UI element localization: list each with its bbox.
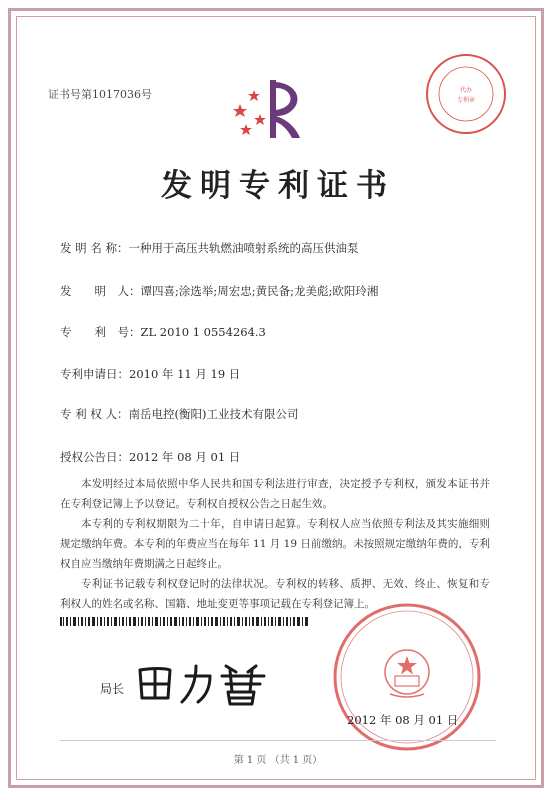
field-value: ZL 2010 1 0554264.3 <box>140 325 266 339</box>
body-paragraph: 专利证书记载专利权登记时的法律状况。专利权的转移、质押、无效、终止、恢复和专利权人的姓名或名称、国籍、地址变更等事项记载在专利登记簿上。 <box>60 578 490 610</box>
field-publication-date <box>60 449 240 465</box>
certificate-title: 发明专利证书 <box>161 168 395 204</box>
certificate-number: 证书号第1017036号 <box>48 88 152 101</box>
sipo-official-seal-icon <box>332 602 482 752</box>
certificate-body-text <box>60 474 490 614</box>
field-label: 专 利 权 人： <box>60 407 129 421</box>
director-label: 局长 <box>100 682 125 696</box>
field-label: 专 利 号： <box>60 325 141 339</box>
field-value: 谭四喜;涂选举;周宏忠;黄民备;龙美彪;欧阳玲湘 <box>140 284 379 298</box>
agent-seal-icon <box>424 52 508 136</box>
field-invention-name <box>60 240 358 256</box>
sipo-logo-icon <box>232 74 312 144</box>
field-application-date <box>60 366 240 382</box>
field-patent-number <box>60 324 266 340</box>
field-inventors <box>60 283 378 299</box>
field-label: 发 明 人： <box>60 284 141 298</box>
field-value: 2012 年 08 月 01 日 <box>129 450 241 464</box>
body-paragraph: 本专利的专利权期限为二十年，自申请日起算。专利权人应当依照专利法及其实施细则规定缴纳年费。本专利的年费应当在每年 11 月 19 日前缴纳。未按照规定缴纳年费的，专利权自应当缴纳年费期满之日起终止。 <box>60 518 490 570</box>
field-value: 一种用于高压共轨燃油喷射系统的高压供油泵 <box>128 241 359 255</box>
body-paragraph: 本发明经过本局依照中华人民共和国专利法进行审查，决定授予专利权，颁发本证书并在专利登记簿上予以登记。专利权自授权公告之日起生效。 <box>60 478 490 510</box>
field-patentee <box>60 406 298 422</box>
footer-divider <box>60 740 496 741</box>
page-number: 第 1 页 （共 1 页） <box>233 755 323 766</box>
svg-text:专利章: 专利章 <box>456 97 476 104</box>
field-label: 专利申请日： <box>60 367 129 381</box>
barcode-icon <box>60 617 308 626</box>
field-label: 发 明 名 称： <box>60 241 129 255</box>
svg-text:代办: 代办 <box>459 87 473 94</box>
director-signature-icon <box>130 658 280 708</box>
issue-date: 2012 年 08 月 01 日 <box>347 713 459 727</box>
field-value: 南岳电控(衡阳)工业技术有限公司 <box>128 407 299 421</box>
field-value: 2010 年 11 月 19 日 <box>129 367 241 381</box>
field-label: 授权公告日： <box>60 450 129 464</box>
